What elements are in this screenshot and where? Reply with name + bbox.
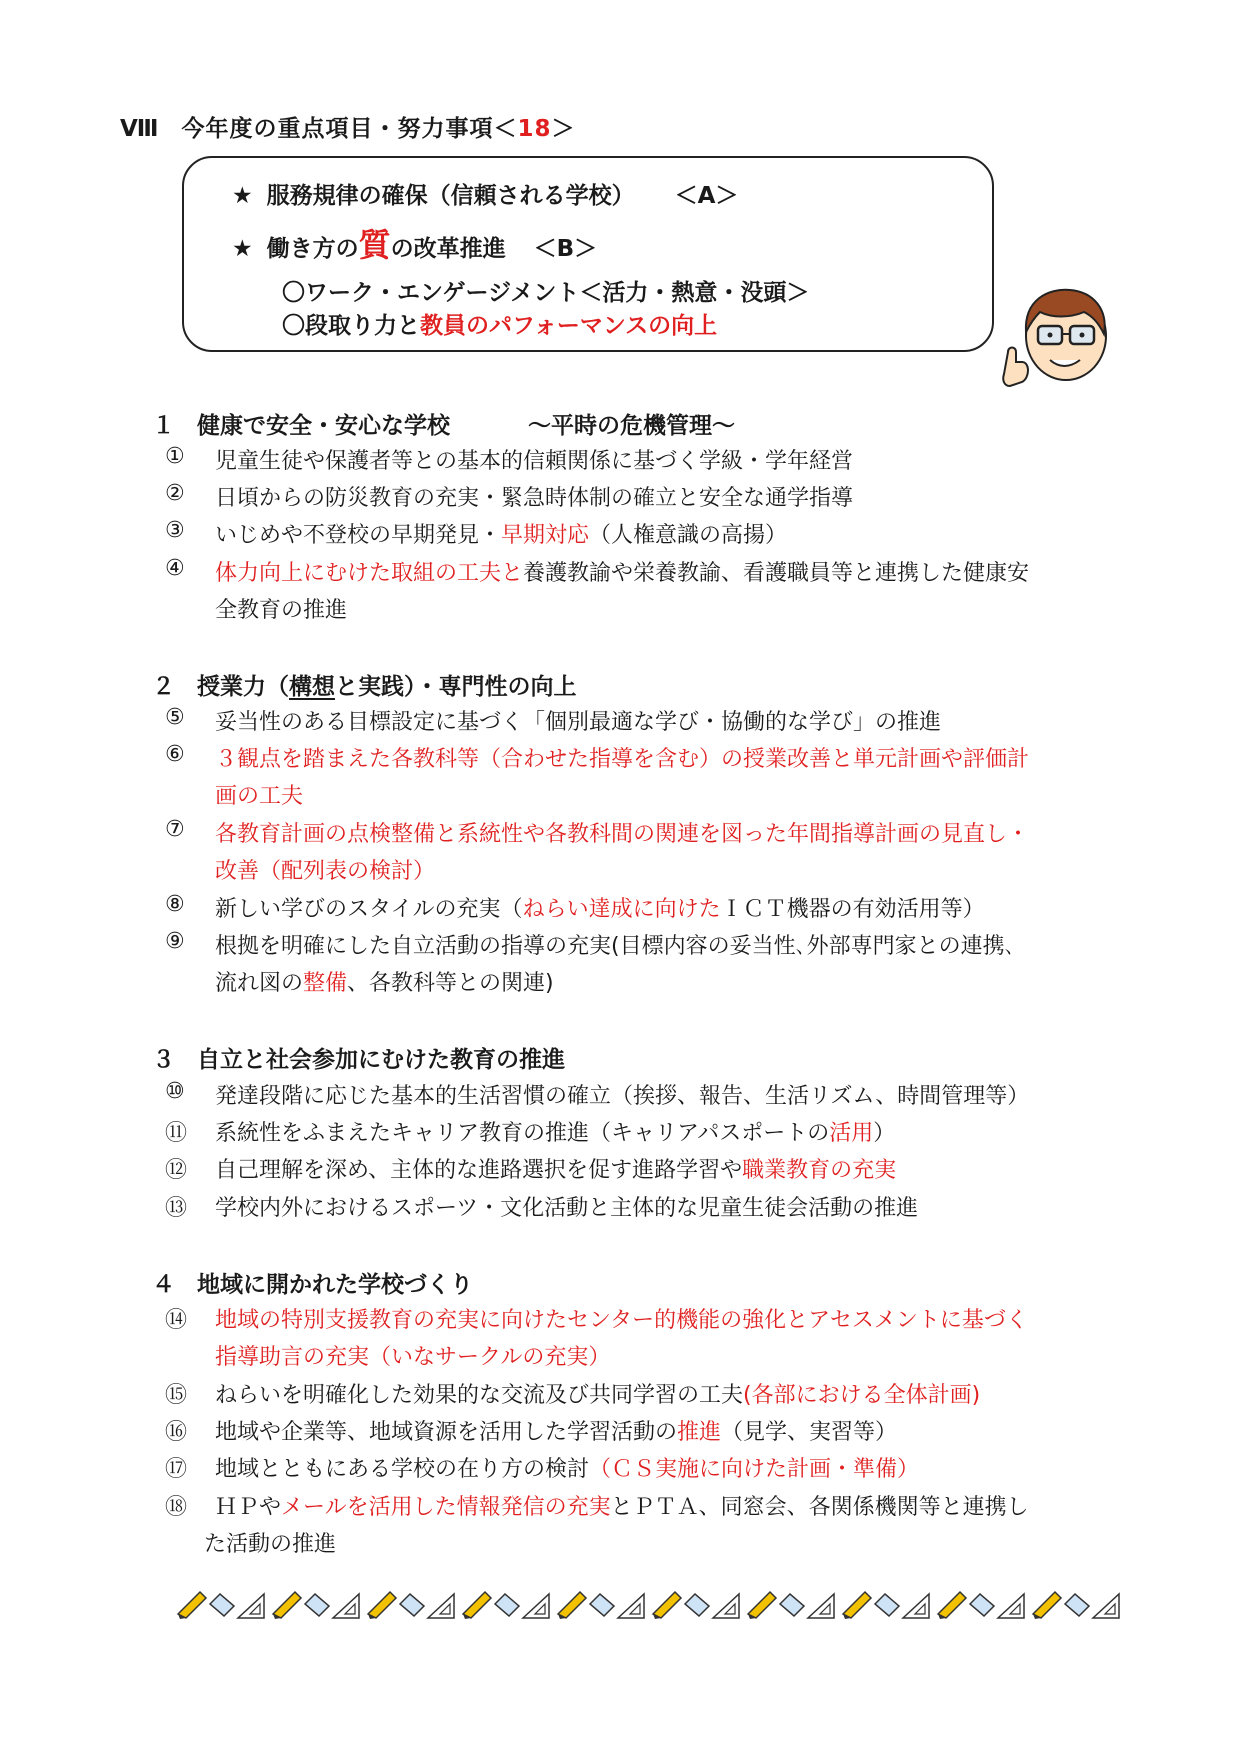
item-mark: ⑬ <box>165 1196 188 1221</box>
list-item: 各教育計画の点検整備と系統性や各教科間の関連を図った年間指導計画の見直し・ <box>215 822 1030 847</box>
list-item: 児童生徒や保護者等との基本的信頼関係に基づく学級・学年経営 <box>215 449 854 474</box>
title-close: ＞ <box>551 116 576 142</box>
pencil-ruler-motif <box>368 1592 454 1619</box>
list-item: ３観点を踏まえた各教科等（合わせた指導を含む）の授業改善と単元計画や評価計 <box>215 747 1030 772</box>
list-item: 学校内外におけるスポーツ・文化活動と主体的な児童生徒会活動の推進 <box>215 1196 919 1221</box>
star-icon: ★ <box>232 183 253 209</box>
pencil-ruler-motif <box>1033 1592 1119 1619</box>
section-heading-4: ４ 地域に開かれた学校づくり <box>152 1272 473 1298</box>
list-item: 地域の特別支援教育の充実に向けたセンター的機能の強化とアセスメントに基づく <box>215 1308 1028 1333</box>
item-mark: ⑮ <box>165 1383 188 1408</box>
item-mark: ⑱ <box>165 1495 188 1520</box>
star-icon: ★ <box>232 236 253 262</box>
item-mark: ⑪ <box>165 1121 188 1146</box>
pointing-teacher-icon <box>1000 282 1112 394</box>
list-item-continuation: 流れ図の整備、各教科等との関連) <box>215 971 554 996</box>
list-item-continuation: た活動の推進 <box>204 1532 337 1557</box>
list-item: 体力向上にむけた取組の工夫と養護教諭や栄養教諭、看護職員等と連携した健康安 <box>215 561 1030 586</box>
box-line-2: ★ 働き方の質の改革推進 ＜B＞ <box>232 226 598 264</box>
item-mark: ① <box>165 444 185 469</box>
item-mark: ⑨ <box>165 929 185 954</box>
list-item: 地域とともにある学校の在り方の検討（ＣＳ実施に向けた計画・準備） <box>215 1457 920 1482</box>
list-item: ねらいを明確化した効果的な交流及び共同学習の工夫(各部における全体計画) <box>215 1383 981 1408</box>
list-item: 日頃からの防災教育の充実・緊急時体制の確立と安全な通学指導 <box>215 486 854 511</box>
list-item: 根拠を明確にした自立活動の指導の充実(目標内容の妥当性､外部専門家との連携､ <box>215 934 1016 959</box>
section-heading-3: ３ 自立と社会参加にむけた教育の推進 <box>152 1047 565 1073</box>
item-mark: ⑩ <box>165 1079 185 1104</box>
list-item: 系統性をふまえたキャリア教育の推進（キャリアパスポートの活用） <box>215 1121 896 1146</box>
pencil-ruler-motif <box>463 1592 549 1619</box>
box-line-1: ★ 服務規律の確保（信頼される学校） ＜A＞ <box>232 183 739 209</box>
list-item-continuation: 改善（配列表の検討） <box>215 859 436 884</box>
pencil-ruler-motif <box>938 1592 1024 1619</box>
title-count: 18 <box>517 116 552 142</box>
item-mark: ⑦ <box>165 817 185 842</box>
list-item-continuation: 画の工夫 <box>215 784 304 809</box>
section-heading-2: ２ 授業力（構想と実践）・専門性の向上 <box>152 674 577 700</box>
item-mark: ③ <box>165 518 185 543</box>
item-mark: ⑭ <box>165 1308 188 1333</box>
box-tag-a: ＜A＞ <box>674 183 739 209</box>
title-text: 今年度の重点項目・努力事項＜ <box>181 116 518 142</box>
pencil-ruler-motif <box>178 1592 264 1619</box>
pencil-ruler-motif <box>273 1592 359 1619</box>
item-mark: ④ <box>165 556 185 581</box>
pencil-ruler-motif <box>843 1592 929 1619</box>
item-mark: ⑧ <box>165 892 185 917</box>
list-item-continuation: 指導助言の充実（いなサークルの充実） <box>215 1345 611 1370</box>
item-mark: ⑰ <box>165 1457 188 1482</box>
list-item: 妥当性のある目標設定に基づく「個別最適な学び・協働的な学び」の推進 <box>215 710 942 735</box>
pencil-ruler-border-icon <box>176 1590 1128 1620</box>
item-mark: ⑯ <box>165 1420 188 1445</box>
pencil-ruler-motif <box>748 1592 834 1619</box>
item-mark: ⑫ <box>165 1158 188 1183</box>
pencil-ruler-motif <box>558 1592 644 1619</box>
list-item-continuation: 全教育の推進 <box>215 598 348 623</box>
page-title <box>120 110 575 143</box>
list-item: 新しい学びのスタイルの充実（ねらい達成に向けたＩＣＴ機器の有効活用等） <box>215 897 985 922</box>
pencil-ruler-motif <box>653 1592 739 1619</box>
item-mark: ② <box>165 481 185 506</box>
list-item: 発達段階に応じた基本的生活習慣の確立（挨拶、報告、生活リズム、時間管理等） <box>215 1084 1030 1109</box>
box-line-4: 〇段取り力と教員のパフォーマンスの向上 <box>282 313 718 339</box>
title-roman-numeral: Ⅷ <box>120 116 160 142</box>
list-item: 地域や企業等、地域資源を活用した学習活動の推進（見学、実習等） <box>215 1420 898 1445</box>
list-item: ＨＰやメールを活用した情報発信の充実とＰＴＡ、同窓会、各関係機関等と連携し <box>215 1495 1029 1520</box>
box-tag-b: ＜B＞ <box>533 236 598 262</box>
list-item: いじめや不登校の早期発見・早期対応（人権意識の高揚） <box>215 523 788 548</box>
box-line-3: 〇ワーク・エンゲージメント＜活力・熱意・没頭＞ <box>282 280 810 306</box>
emphasis-character: 質 <box>358 226 391 264</box>
item-mark: ⑥ <box>165 742 185 767</box>
section-heading-1: １ 健康で安全・安心な学校 ～平時の危機管理～ <box>152 413 735 439</box>
item-mark: ⑤ <box>165 705 185 730</box>
list-item: 自己理解を深め、主体的な進路選択を促す進路学習や職業教育の充実 <box>215 1158 897 1183</box>
